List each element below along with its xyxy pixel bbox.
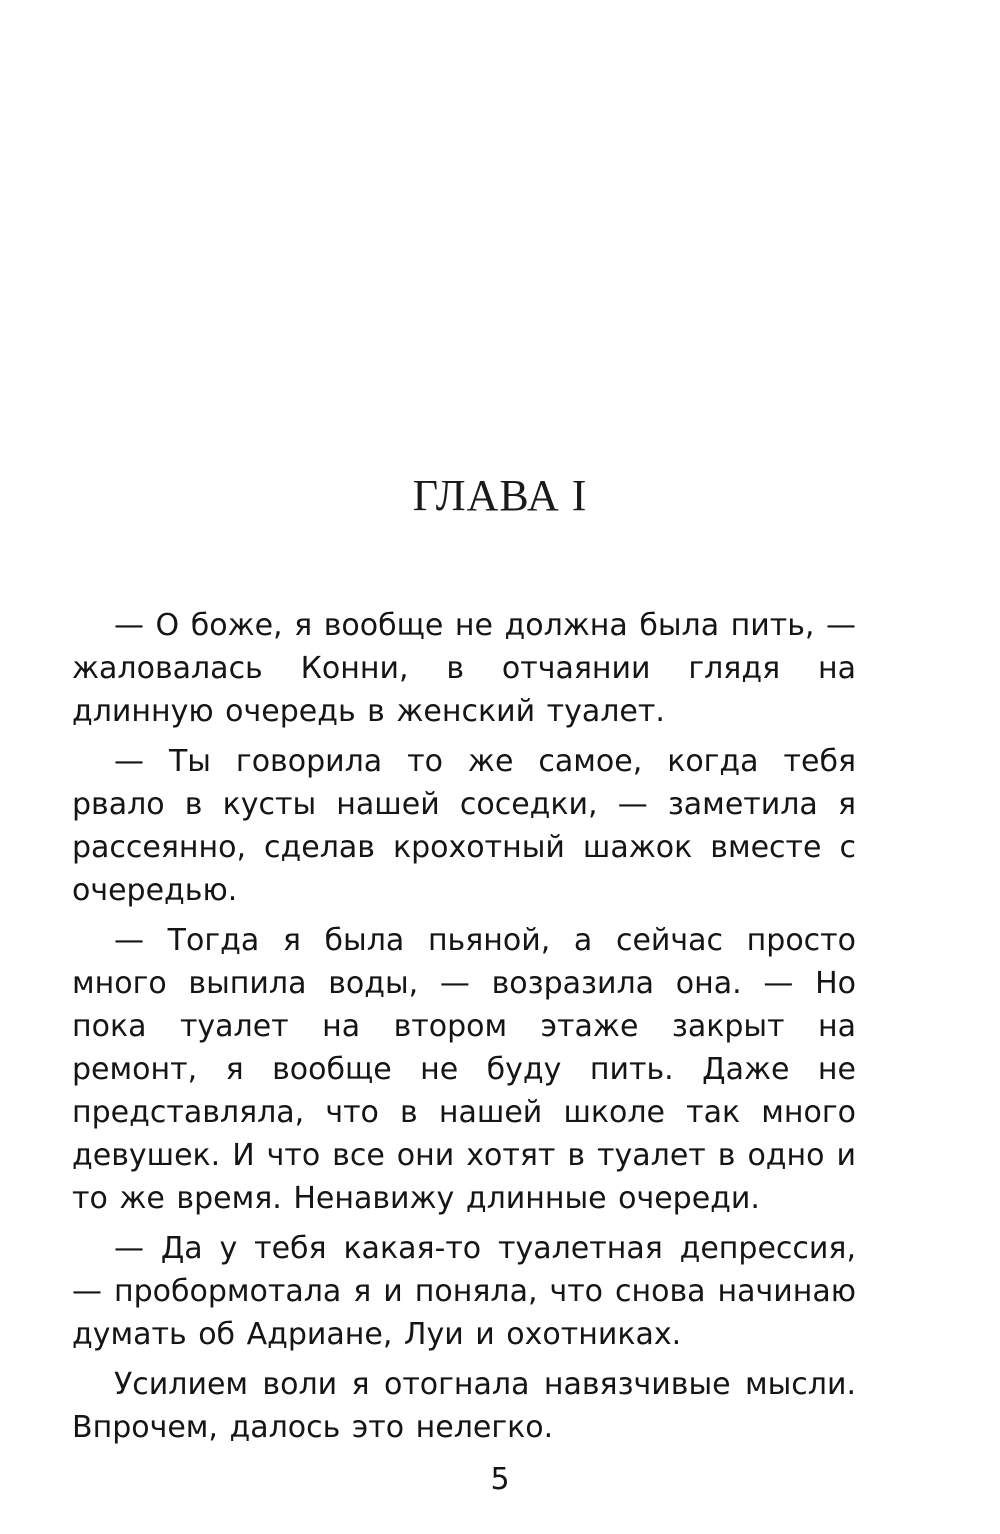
paragraph: — О боже, я вообще не должна была пить, — жаловалась Конни, в отчаянии глядя на длинную очередь в женский туалет.	[72, 608, 856, 729]
paragraph: Усилием воли я отогнала навязчивые мысли. Впрочем, далось это нелегко.	[72, 1367, 856, 1445]
paragraph: — Ты говорила то же самое, когда тебя рвало в кусты нашей соседки, — заметила я рассеянно, сделав крохотный шажок вместе с очередью.	[72, 744, 856, 908]
chapter-title: ГЛАВА I	[412, 471, 588, 520]
paragraph: — Да у тебя какая-то туалетная депрессия, — пробормотала я и поняла, что снова начинаю думать об Адриане, Луи и охотниках.	[72, 1231, 856, 1352]
paragraph: — Тогда я была пьяной, а сейчас просто много выпила воды, — возразила она. — Но пока туалет на втором этаже закрыт на ремонт, я вообще не буду пить. Даже не представляла, что в нашей школе так много девушек. И что все они хотят в туалет в одно и то же время. Ненавижу длинные очереди.	[72, 923, 856, 1216]
page-number: 5	[490, 1462, 510, 1497]
chapter-body	[72, 604, 856, 1456]
